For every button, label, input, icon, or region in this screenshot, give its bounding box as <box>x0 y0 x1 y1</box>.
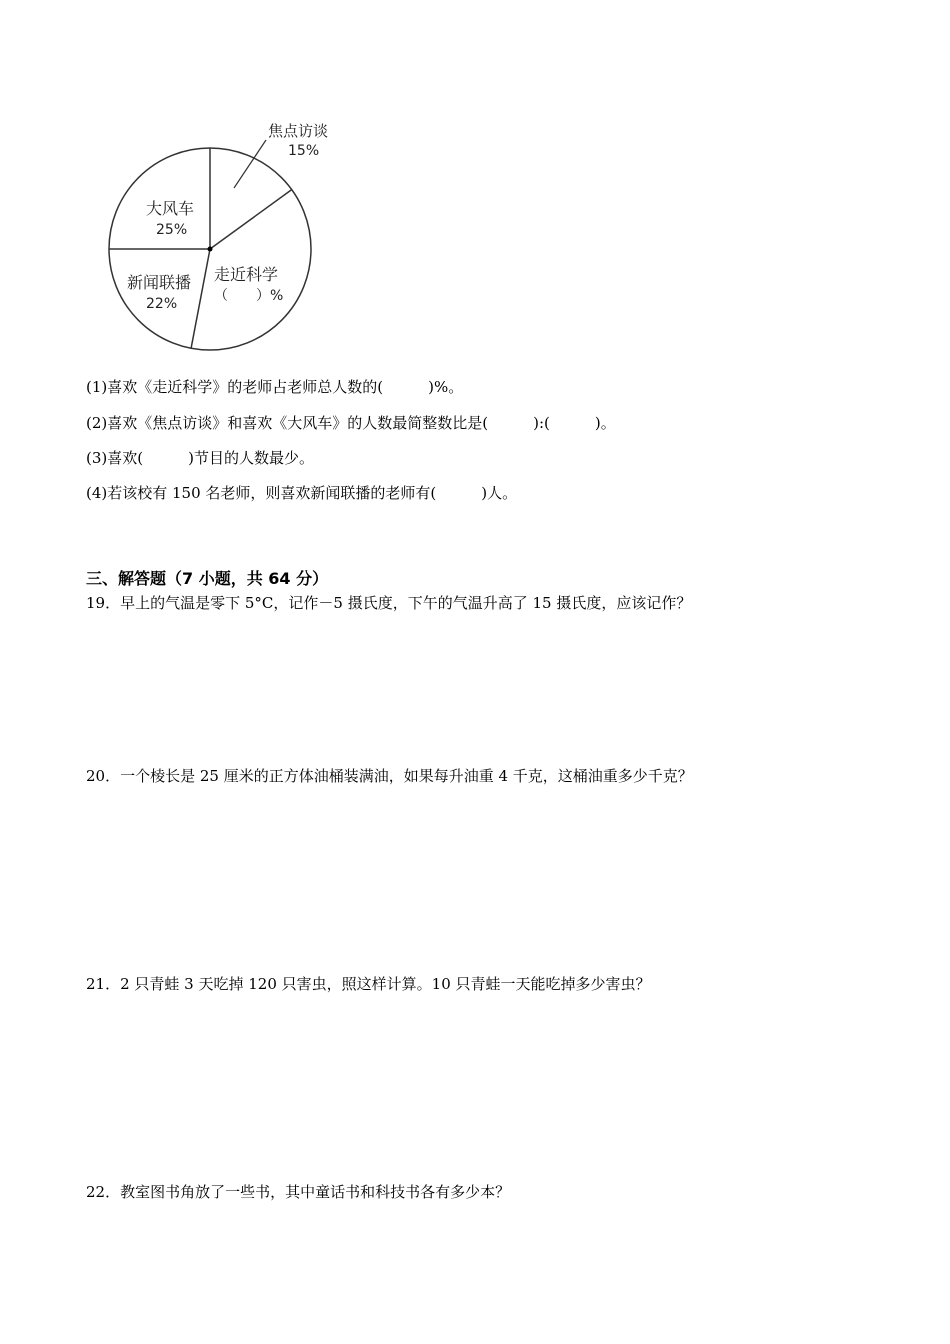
pie-chart <box>100 110 360 360</box>
problem-21: 21．2 只青蛙 3 天吃掉 120 只害虫，照这样计算。10 只青蛙一天能吃掉多少害虫？ <box>86 975 651 993</box>
question-4: (4)若该校有 150 名老师，则喜欢新闻联播的老师有( )人。 <box>86 484 518 502</box>
question-1: (1)喜欢《走近科学》的老师占老师总人数的( )%。 <box>86 378 464 396</box>
problem-19: 19．早上的气温是零下 5°C，记作－5 摄氏度，下午的气温升高了 15 摄氏度，应该记作？ <box>86 594 692 612</box>
pie-center-dot <box>208 247 213 252</box>
slice-label-zoujin: 走近科学 <box>214 265 279 284</box>
question-2: (2)喜欢《焦点访谈》和喜欢《大风车》的人数最简整数比是( ):( )。 <box>86 414 616 432</box>
slice-label-jiaodian: 焦点访谈 <box>268 122 329 140</box>
problem-22: 22．教室图书角放了一些书，其中童话书和科技书各有多少本？ <box>86 1183 511 1201</box>
slice-value-jiaodian: 15% <box>288 143 320 159</box>
slice-value-zoujin: （ ）% <box>214 288 284 304</box>
slice-label-dafengche: 大风车 <box>146 199 195 218</box>
problem-20: 20．一个棱长是 25 厘米的正方体油桶装满油，如果每升油重 4 千克，这桶油重多少千克？ <box>86 767 693 785</box>
section-heading: 三、解答题（7 小题，共 64 分） <box>86 569 329 588</box>
callout-line <box>234 140 266 188</box>
question-3: (3)喜欢( )节目的人数最少。 <box>86 449 314 467</box>
slice-value-dafengche: 25% <box>156 222 188 238</box>
pie-divider-2 <box>210 190 292 249</box>
slice-label-xinwen: 新闻联播 <box>127 273 192 292</box>
pie-divider-3 <box>191 249 210 348</box>
slice-value-xinwen: 22% <box>146 296 178 312</box>
